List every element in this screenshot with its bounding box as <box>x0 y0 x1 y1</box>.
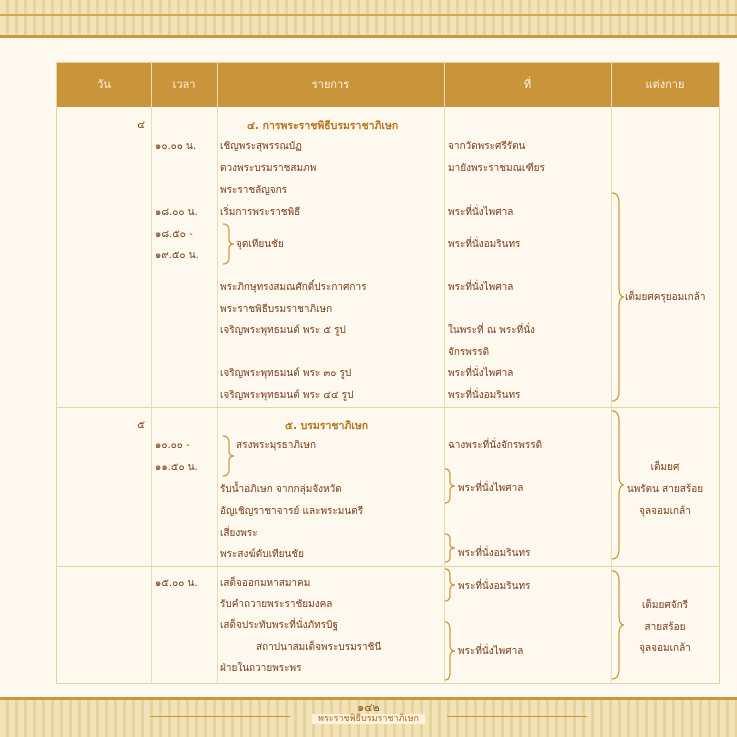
place-cell: พระที่นั่งไพศาล <box>448 207 514 218</box>
day-cell: ๔ <box>137 120 145 131</box>
place-cell: จากวัดพระศรีรัตน <box>448 141 526 152</box>
item-cell: พระสงฆ์ดับเทียนชัย <box>220 549 304 560</box>
item-cell: จุดเทียนชัย <box>236 239 284 250</box>
place-cell: พระที่นั่งอมรินทร <box>458 581 531 592</box>
time-cell: ๑๑.๕๐ น. <box>155 462 198 473</box>
item-cell: อัญเชิญราชาจารย์ และพระมนตรี <box>220 506 364 517</box>
item-cell: เสี่ยงพระ <box>220 528 258 539</box>
item-cell: เจริญพระพุทธมนต์ พระ ๕ รูป <box>220 325 346 336</box>
brace-icon <box>443 621 457 681</box>
place-cell: พระที่นั่งไพศาล <box>448 368 514 379</box>
place-cell: พระที่นั่งไพศาล <box>448 282 514 293</box>
item-cell: รับคำถวายพระราชัยมงคล <box>220 599 333 610</box>
dress-cell: เต็มยศครุยอมเกล้า <box>625 292 706 303</box>
place-cell: ในพระที่ ณ พระที่นั่ง <box>448 325 535 336</box>
place-cell: มายังพระราชมณเฑียร <box>448 163 545 174</box>
footer-title-text: พระราชพิธีบรมราชาภิเษก <box>312 714 425 724</box>
item-cell: เชิญพระสุพรรณบัฏ <box>220 141 302 152</box>
section-title: ๕. บรมราชาภิเษก <box>285 420 369 432</box>
item-cell: เสด็จประทับพระที่นั่งภัทรบิฐ <box>220 620 338 631</box>
column-divider <box>151 63 152 683</box>
item-cell: พระราชลัญจกร <box>220 185 288 196</box>
item-cell: ดวงพระบรมราชสมภพ <box>220 163 317 174</box>
item-cell: เสด็จออกมหาสมาคม <box>220 578 311 589</box>
time-cell: ๑๘.๕๐ - <box>155 229 193 240</box>
section-title: ๔. การพระราชพิธีบรมราชาภิเษก <box>247 120 399 132</box>
time-cell: ๑๕.๐๐ น. <box>155 578 198 589</box>
header-dress: แต่งกาย <box>645 78 685 91</box>
item-cell: สถาปนาสมเด็จพระบรมราชินี <box>256 642 382 653</box>
place-cell: พระที่นั่งไพศาล <box>458 646 524 657</box>
table-header <box>57 63 719 107</box>
header-time: เวลา <box>172 78 196 91</box>
place-cell: พระที่นั่งอมรินทร <box>458 548 531 559</box>
brace-icon <box>611 191 625 403</box>
item-cell: เจริญพระพุทธมนต์ พระ ๓๐ รูป <box>220 368 352 379</box>
footer-title <box>0 711 737 725</box>
time-cell: ๑๐.๐๐ น. <box>155 141 197 152</box>
header-day: วัน <box>97 78 111 91</box>
item-cell: สรงพระมุรธาภิเษก <box>236 440 317 451</box>
place-cell: ฉางพระที่นั่งจักรพรรดิ <box>448 440 543 451</box>
dress-cell: นพรัตน สายสร้อย <box>626 484 704 495</box>
day-cell: ๕ <box>137 420 145 431</box>
place-cell: พระที่นั่งอมรินทร <box>448 239 521 250</box>
top-stripe <box>0 14 737 16</box>
place-cell: พระที่นั่งไพศาล <box>458 483 524 494</box>
time-cell: ๑๐.๐๐ - <box>155 440 190 451</box>
brace-icon <box>221 223 235 265</box>
dress-cell: เต็มยศจักรี <box>642 600 688 611</box>
item-cell: พระราชพิธีบรมราชาภิเษก <box>220 304 333 315</box>
header-items: รายการ <box>311 78 350 91</box>
item-cell: พระภิกษุทรงสมณศักดิ์ประกาศการ <box>220 282 367 293</box>
brace-icon <box>443 568 457 602</box>
item-cell: เจริญพระพุทธมนต์ พระ ๔๔ รูป <box>220 390 354 401</box>
row-divider <box>57 407 719 408</box>
item-cell: รับน้ำอภิเษก จากกลุ่มจังหวัด <box>220 484 342 495</box>
schedule-table <box>56 62 720 684</box>
brace-icon <box>443 468 457 504</box>
time-cell: ๑๙.๕๐ น. <box>155 250 199 261</box>
dress-cell: จุลจอมเกล้า <box>639 643 691 654</box>
place-cell: พระที่นั่งอมรินทร <box>448 390 521 401</box>
column-divider <box>217 63 218 683</box>
header-place: ที่ <box>523 78 532 91</box>
brace-icon <box>221 435 235 477</box>
dress-cell: จุลจอมเกล้า <box>639 506 691 517</box>
dress-cell: เต็มยศ <box>650 462 680 473</box>
page-number: ๑๔๒ <box>357 701 380 714</box>
item-cell: เริ่มการพระราชพิธี <box>220 207 301 218</box>
top-decorative-band <box>0 0 737 38</box>
place-cell: จักรพรรดิ <box>448 347 490 358</box>
item-cell: ฝ่ายในถวายพระพร <box>220 663 302 674</box>
time-cell: ๑๘.๐๐ น. <box>155 207 198 218</box>
brace-icon <box>443 533 457 563</box>
dress-cell: สายสร้อย <box>644 622 686 633</box>
row-divider <box>57 566 719 567</box>
